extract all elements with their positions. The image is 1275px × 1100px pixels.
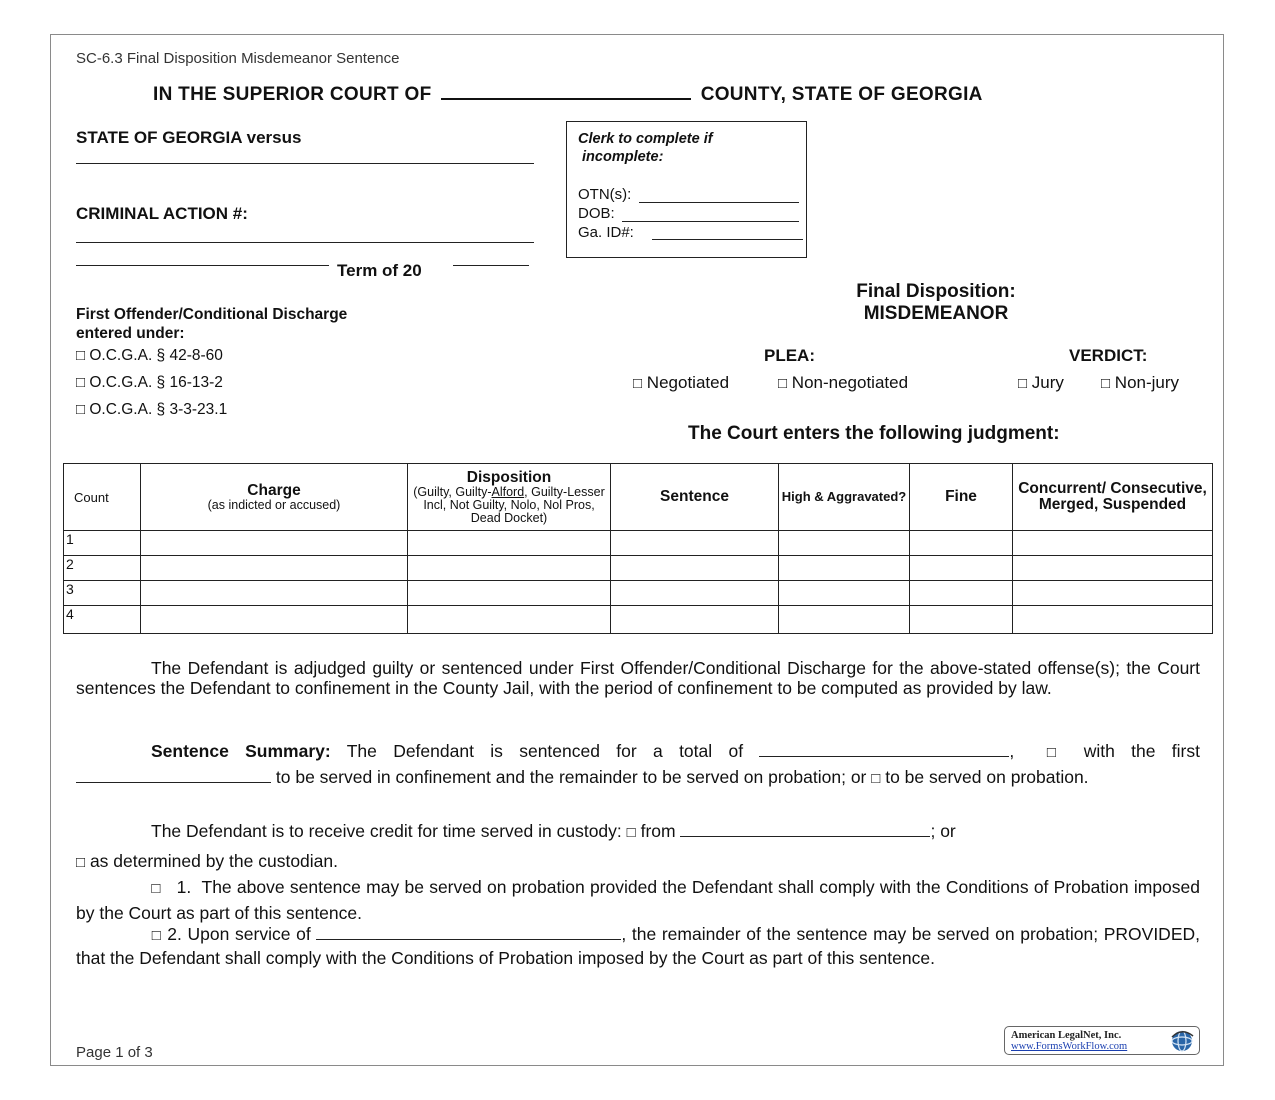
header-charge: Charge (as indicted or accused) [141,464,408,531]
charge-cell[interactable] [141,581,408,606]
checkbox-icon[interactable]: □ [1101,375,1111,392]
dob-field[interactable] [622,221,799,222]
otn-field[interactable] [639,202,799,203]
checkbox-icon[interactable]: □ [151,927,162,944]
checkbox-icon[interactable]: □ [871,770,881,787]
sentence-cell[interactable] [611,531,779,556]
checkbox-icon[interactable]: □ [76,401,86,418]
checkbox-icon[interactable]: □ [151,880,161,897]
confinement-period-blank[interactable] [76,782,271,783]
checkbox-icon[interactable]: □ [76,347,86,364]
otn-label: OTN(s): [578,186,632,203]
defendant-name-blank[interactable] [76,163,534,164]
concurrent-cell[interactable] [1013,606,1213,634]
disposition-cell[interactable] [408,556,611,581]
header-sentence: Sentence [611,464,779,531]
disposition-cell[interactable] [408,531,611,556]
court-prefix: IN THE SUPERIOR COURT OF [153,84,432,105]
fine-cell[interactable] [910,556,1013,581]
ga-id-field[interactable] [652,239,803,240]
fine-cell[interactable] [910,531,1013,556]
counts-table [63,463,1213,634]
high-aggravated-cell[interactable] [779,606,910,634]
form-id: SC-6.3 Final Disposition Misdemeanor Sentence [76,50,400,67]
form-page [50,34,1224,1066]
publisher-logo[interactable] [1004,1026,1200,1055]
header-high-aggravated: High & Aggravated? [779,464,910,531]
ga-id-label: Ga. ID#: [578,224,634,241]
charge-cell[interactable] [141,531,408,556]
charge-cell[interactable] [141,556,408,581]
first-offender-option-3-3-23-1[interactable]: □ O.C.G.A. § 3-3-23.1 [76,401,228,418]
first-offender-option-42-8-60[interactable]: □ O.C.G.A. § 42-8-60 [76,347,223,364]
count-number: 2 [64,556,141,581]
first-offender-option-16-13-2[interactable]: □ O.C.G.A. § 16-13-2 [76,374,223,391]
disposition-cell[interactable] [408,606,611,634]
header-count: Count [64,464,141,531]
checkbox-icon[interactable]: □ [778,375,788,392]
sentence-cell[interactable] [611,606,779,634]
table-header-row [64,464,1213,531]
plea-non-negotiated-option[interactable]: □ Non-negotiated [778,373,909,392]
court-suffix: COUNTY, STATE OF GEORGIA [700,84,983,105]
judgment-heading: The Court enters the following judgment: [688,423,1060,444]
header-concurrent: Concurrent/ Consecutive, Merged, Suspended [1013,464,1213,531]
clerk-box [566,121,807,258]
high-aggravated-cell[interactable] [779,581,910,606]
first-offender-heading: First Offender/Conditional Discharge entered under: [76,306,348,342]
credit-paragraph: The Defendant is to receive credit for time served in custody: □ from ; or □ as determined by the custodian. [76,821,956,871]
high-aggravated-cell[interactable] [779,531,910,556]
globe-icon [1169,1029,1195,1053]
adjudged-paragraph: The Defendant is adjudged guilty or sentenced under First Offender/Conditional Discharge for the above-stated offense(s); the Court sentences the Defendant to confinement in the County Jail, with the period of confinement to be computed as provided by law. [76,658,1200,698]
plea-heading: PLEA: [764,346,815,365]
credit-from-blank[interactable] [680,836,930,837]
sentence-summary-label: Sentence Summary: [151,741,331,761]
court-heading [153,84,983,106]
sentence-summary-paragraph: Sentence Summary: The Defendant is sentenced for a total of , □ with the first to be served in confinement and the remainder to be served on probation; or □ to be served on probation. [76,739,1200,791]
concurrent-cell[interactable] [1013,556,1213,581]
count-number: 4 [64,606,141,634]
header-disposition: Disposition (Guilty, Guilty-Alford, Guilty-Lesser Incl, Not Guilty, Nolo, Nol Pros, Dead Docket) [408,464,611,531]
sentence-cell[interactable] [611,581,779,606]
service-period-blank[interactable] [316,939,621,940]
criminal-action-label: CRIMINAL ACTION #: [76,204,248,223]
term-year-blank[interactable] [453,265,529,266]
condition-item-1: □ 1. The above sentence may be served on probation provided the Defendant shall comply with the Conditions of Probation imposed by the Court as part of this sentence. [76,877,1201,923]
checkbox-icon[interactable]: □ [1046,744,1068,761]
charge-cell[interactable] [141,606,408,634]
table-row [64,556,1213,581]
header-fine: Fine [910,464,1013,531]
high-aggravated-cell[interactable] [779,556,910,581]
condition-item-2: □ 2. Upon service of , the remainder of the sentence may be served on probation; PROVIDED, that the Defendant shall comply with the Conditions of Probation imposed by the Court as part of this sentence. [76,924,1200,968]
page-number: Page 1 of 3 [76,1044,153,1061]
publisher-name: American LegalNet, Inc. [1011,1030,1122,1041]
checkbox-icon[interactable]: □ [76,374,86,391]
verdict-jury-option[interactable]: □ Jury [1018,373,1064,392]
checkbox-icon[interactable]: □ [76,854,86,871]
plea-negotiated-option[interactable]: □ Negotiated [633,373,730,392]
total-sentence-blank[interactable] [759,756,1009,757]
publisher-link[interactable]: www.FormsWorkFlow.com [1011,1041,1128,1052]
checkbox-icon[interactable]: □ [633,375,643,392]
term-court-blank[interactable] [76,265,329,266]
dob-label: DOB: [578,205,615,222]
disposition-cell[interactable] [408,581,611,606]
fine-cell[interactable] [910,581,1013,606]
checkbox-icon[interactable]: □ [626,824,636,841]
verdict-non-jury-option[interactable]: □ Non-jury [1101,373,1180,392]
table-row [64,606,1213,634]
term-label: Term of 20 [337,261,422,280]
fine-cell[interactable] [910,606,1013,634]
table-row [64,531,1213,556]
state-versus-label: STATE OF GEORGIA versus [76,128,302,147]
verdict-heading: VERDICT: [1069,346,1148,365]
concurrent-cell[interactable] [1013,581,1213,606]
count-number: 1 [64,531,141,556]
table-row [64,581,1213,606]
sentence-cell[interactable] [611,556,779,581]
final-disposition-title: Final Disposition: MISDEMEANOR [856,281,1016,324]
criminal-action-blank[interactable] [76,242,534,243]
count-number: 3 [64,581,141,606]
checkbox-icon[interactable]: □ [1018,375,1028,392]
county-blank[interactable] [441,98,691,100]
clerk-box-title: Clerk to complete if incomplete: [578,131,713,165]
concurrent-cell[interactable] [1013,531,1213,556]
